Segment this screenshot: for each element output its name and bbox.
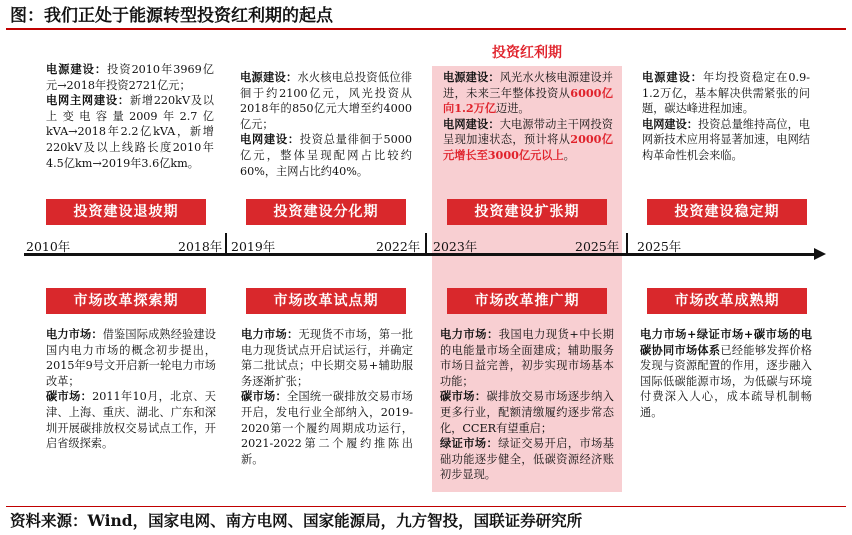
phase3-investment-text [443,70,613,164]
phase1-inv-text-power: 投资2010年3969亿元→2018年投资2721亿元； [46,63,214,92]
phase4-market-label: 市场改革成熟期 [647,288,807,314]
phase3-mkt-label-green: 绿证市场： [440,436,499,451]
phase3-mkt-text-carbon: 碳排放交易市场逐步纳入更多行业，配额清缴履约逐步常态化，CCER有望重启； [440,390,614,435]
phase2-inv-text-grid: 投资总量徘徊于5000亿元，整体呈现配网占比较约60%，主网占比约40%。 [240,133,412,178]
timeline-tick-2022 [425,233,427,255]
phase3-inv-text-grid: 大电源带动主干网投资呈现加速状态，预计将从 [443,117,613,147]
phase2-market-label: 市场改革试点期 [246,288,406,314]
phase4-investment-text [642,70,810,164]
phase3-mkt-text-power: 我国电力现货+中长期的电能量市场全面建成；辅助服务市场日益完善，初步实现市场基本功能； [440,328,614,388]
phase1-mkt-label-power: 电力市场： [46,327,103,341]
timeline-tick-2025 [626,233,628,255]
phase1-inv-label-grid: 电网主网建设： [46,93,130,108]
phase3-inv-highlight-power: 6000亿向1.2万亿 [443,85,613,116]
phase3-market-label: 市场改革推广期 [447,288,607,314]
phase2-inv-label-power: 电源建设： [240,70,298,84]
phase1-inv-label-power: 电源建设： [46,62,108,76]
phase1-investment-text [46,62,214,171]
phase2-market-text [241,327,413,467]
phase4-mkt-label-system: 电力市场+绿证市场+碳市场的电碳协同市场体系 [640,327,812,357]
phase2-investment-label: 投资建设分化期 [246,199,406,225]
phase1-mkt-text-carbon: 2011年10月，北京、天津、上海、重庆、湖北、广东和深圳开展碳排放权交易试点工作，开启省级探索。 [46,390,216,451]
phase3-market-text [440,327,614,483]
year-2019: 2019年 [231,239,276,254]
timeline-tick-2018 [225,233,227,255]
year-2022: 2022年 [376,239,421,254]
figure-title: 图：我们正处于能源转型投资红利期的起点 [6,2,846,30]
source-note: 资料来源：Wind，国家电网、南方电网、国家能源局，九方智投，国联证券研究所 [6,506,846,534]
phase3-inv-text-power-end: 迈进。 [496,102,530,116]
phase4-inv-text-power: 年均投资稳定在0.9-1.2万亿，基本解决供需紧张的问题，碳达峰进程加速。 [642,71,810,116]
phase1-market-text [46,327,216,452]
phase4-inv-label-grid: 电网建设： [642,116,698,131]
phase4-investment-label: 投资建设稳定期 [647,199,807,225]
phase3-inv-text-grid-end: 。 [563,148,575,162]
phase3-inv-text-power: 风光水火核电源建设并进，未来三年整体投资从 [443,71,613,100]
phase4-inv-text-grid: 投资总量维持高位，电网新技术应用将显著加速，电网结构革命性机会来临。 [642,117,810,162]
phase1-inv-text-grid: 新增220kV及以上变电容量2009年2.7亿kVA→2018年2.2亿kVA，新增220kV及以上线路长度2010年4.5亿km→2019年3.6亿km。 [46,94,214,170]
phase2-inv-text-power: 水火核电总投资低位徘徊于约2100亿元，风光投资从2018年的850亿元大增至约4000亿元； [240,71,412,131]
phase4-mkt-text-system: 已经能够发挥价格发现与资源配置的作用，逐步融入国际低碳能源市场，为低碳与环境付费深入人心，成本疏导机制畅通。 [640,343,812,419]
year-2023: 2023年 [433,239,478,254]
highlight-title: 投资红利期 [492,45,562,61]
phase2-investment-text [240,70,412,179]
phase3-inv-highlight-grid: 2000亿元增长至3000亿元以上 [443,132,613,162]
phase2-mkt-text-carbon: 全国统一碳排放交易市场开启，发电行业全部纳入，2019-2020第一个履约周期成功运行，2021-2022第二个履约推陈出新。 [241,390,413,466]
timeline-arrow-icon [814,248,826,260]
phase1-mkt-text-power: 借鉴国际成熟经验建设国内电力市场的概念初步提出，2015年9号文开启新一轮电力市场改革； [46,328,216,388]
phase3-inv-label-grid: 电网建设： [443,116,500,131]
phase3-mkt-text-green: 绿证交易开启，市场基础功能逐步健全，低碳资源经济账初步显现。 [440,437,614,482]
phase4-market-text [640,327,812,421]
phase3-inv-label-power: 电源建设： [443,70,500,84]
phase3-investment-label: 投资建设扩张期 [447,199,607,225]
year-2010: 2010年 [26,239,71,254]
phase3-mkt-label-power: 电力市场： [440,327,499,341]
phase2-mkt-label-carbon: 碳市场： [241,389,287,404]
year-2025-start: 2025年 [637,239,682,254]
phase1-market-label: 市场改革探索期 [46,288,206,314]
phase2-mkt-text-power: 无现货不市场，第一批电力现货试点开启试运行，并确定第二批试点；中长期交易+辅助服务逐渐扩张； [241,328,413,388]
year-2018: 2018年 [178,239,223,254]
year-2025-end: 2025年 [575,239,620,254]
phase1-mkt-label-carbon: 碳市场： [46,389,93,404]
phase1-investment-label: 投资建设退坡期 [46,199,206,225]
phase2-mkt-label-power: 电力市场： [241,327,299,341]
phase2-inv-label-grid: 电网建设： [240,132,300,147]
phase4-inv-label-power: 电源建设： [642,70,704,84]
phase3-mkt-label-carbon: 碳市场： [440,389,487,404]
